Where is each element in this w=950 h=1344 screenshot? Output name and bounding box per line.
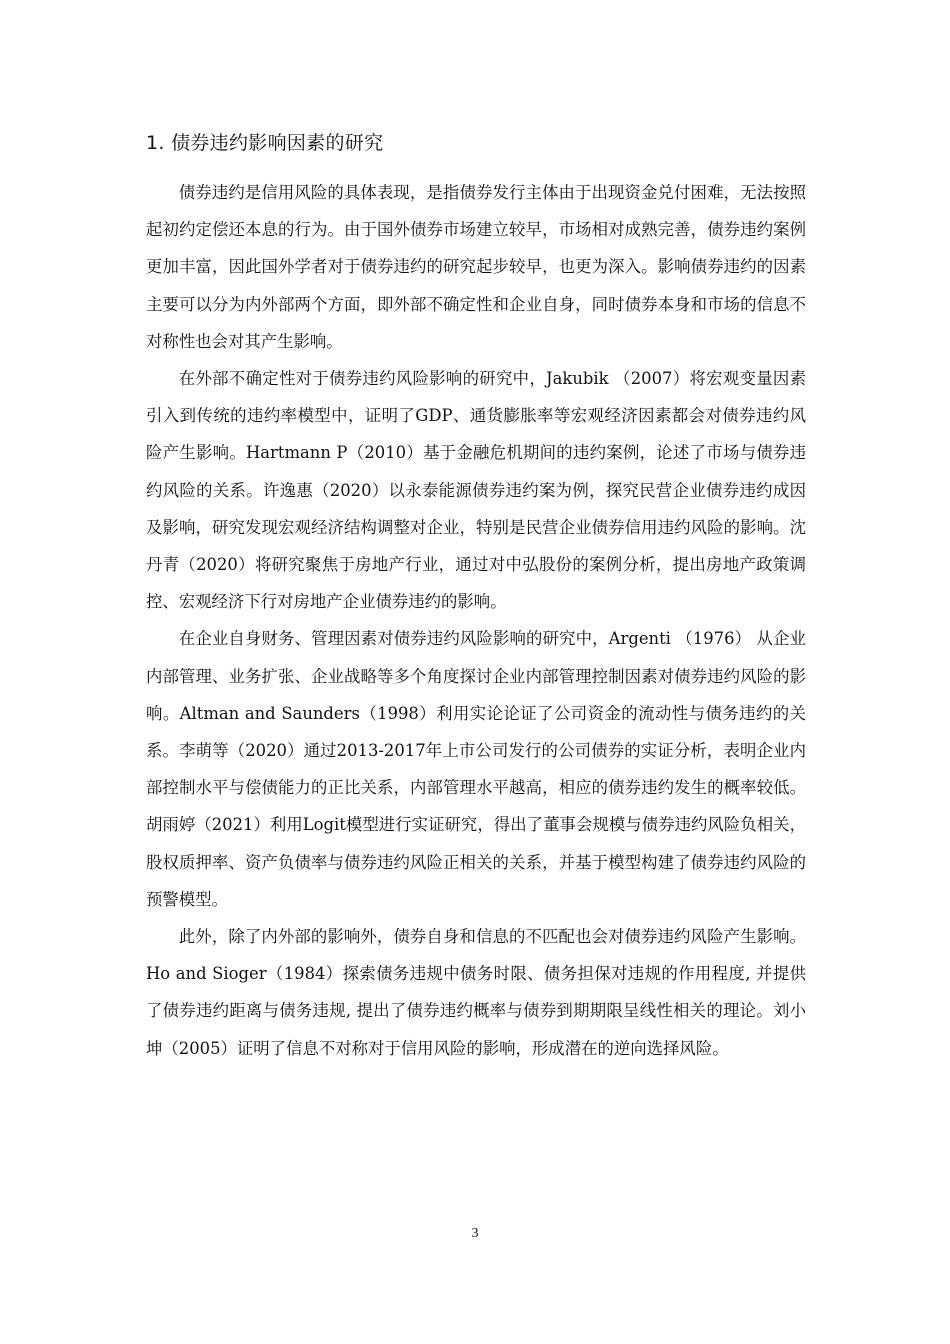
paragraph-information-asymmetry: 此外，除了内外部的影响外，债券自身和信息的不匹配也会对债券违约风险产生影响。Ho and Sioger（1984）探索债务违规中债务时限、债务担保对违规的作用程度, 并提供了债券违约距离与债务违规, 提出了债券违约概率与债券到期期限呈线性相关的理论。刘小坤（2005）证明了信息不对称对于信用风险的影响，形成潜在的逆向选择风险。: [146, 927, 806, 1058]
paragraph-external-factors: 在外部不确定性对于债券违约风险影响的研究中，Jakubik （2007）将宏观变量因素引入到传统的违约率模型中，证明了GDP、通货膨胀率等宏观经济因素都会对债券违约风险产生影响。Hartmann P（2010）基于金融危机期间的违约案例，论述了市场与债券违约风险的关系。许逸惠（2020）以永泰能源债券违约案为例，探究民营企业债券违约成因及影响，研究发现宏观经济结构调整对企业，特别是民营企业债券信用违约风险的影响。沈丹青（2020）将研究聚焦于房地产行业，通过对中弘股份的案例分析，提出房地产政策调控、宏观经济下行对房地产企业债券违约的影响。: [146, 369, 806, 612]
section-heading: 1. 债券违约影响因素的研究: [146, 132, 384, 154]
paragraph-internal-factors: 在企业自身财务、管理因素对债券违约风险影响的研究中，Argenti （1976） 从企业内部管理、业务扩张、企业战略等多个角度探讨企业内部管理控制因素对债券违约风险的影响。Altman and Saunders（1998）利用实论论证了公司资金的流动性与债务违约的关系。李萌等（2020）通过2013-2017年上市公司发行的公司债券的实证分析，表明企业内部控制水平与偿债能力的正比关系，内部管理水平越高，相应的债券违约发生的概率较低。胡雨婷（2021）利用Logit模型进行实证研究，得出了董事会规模与债券违约风险负相关，股权质押率、资产负债率与债券违约风险正相关的关系，并基于模型构建了债券违约风险的预警模型。: [146, 629, 806, 909]
page-number: 3: [471, 1226, 479, 1241]
page-content: [146, 128, 806, 1067]
paragraph-overview: 债券违约是信用风险的具体表现，是指债券发行主体由于出现资金兑付困难，无法按照起初约定偿还本息的行为。由于国外债券市场建立较早，市场相对成熟完善，债券违约案例更加丰富，因此国外学者对于债券违约的研究起步较早，也更为深入。影响债券违约的因素主要可以分为内外部两个方面，即外部不确定性和企业自身，同时债券本身和市场的信息不对称性也会对其产生影响。: [146, 183, 806, 351]
